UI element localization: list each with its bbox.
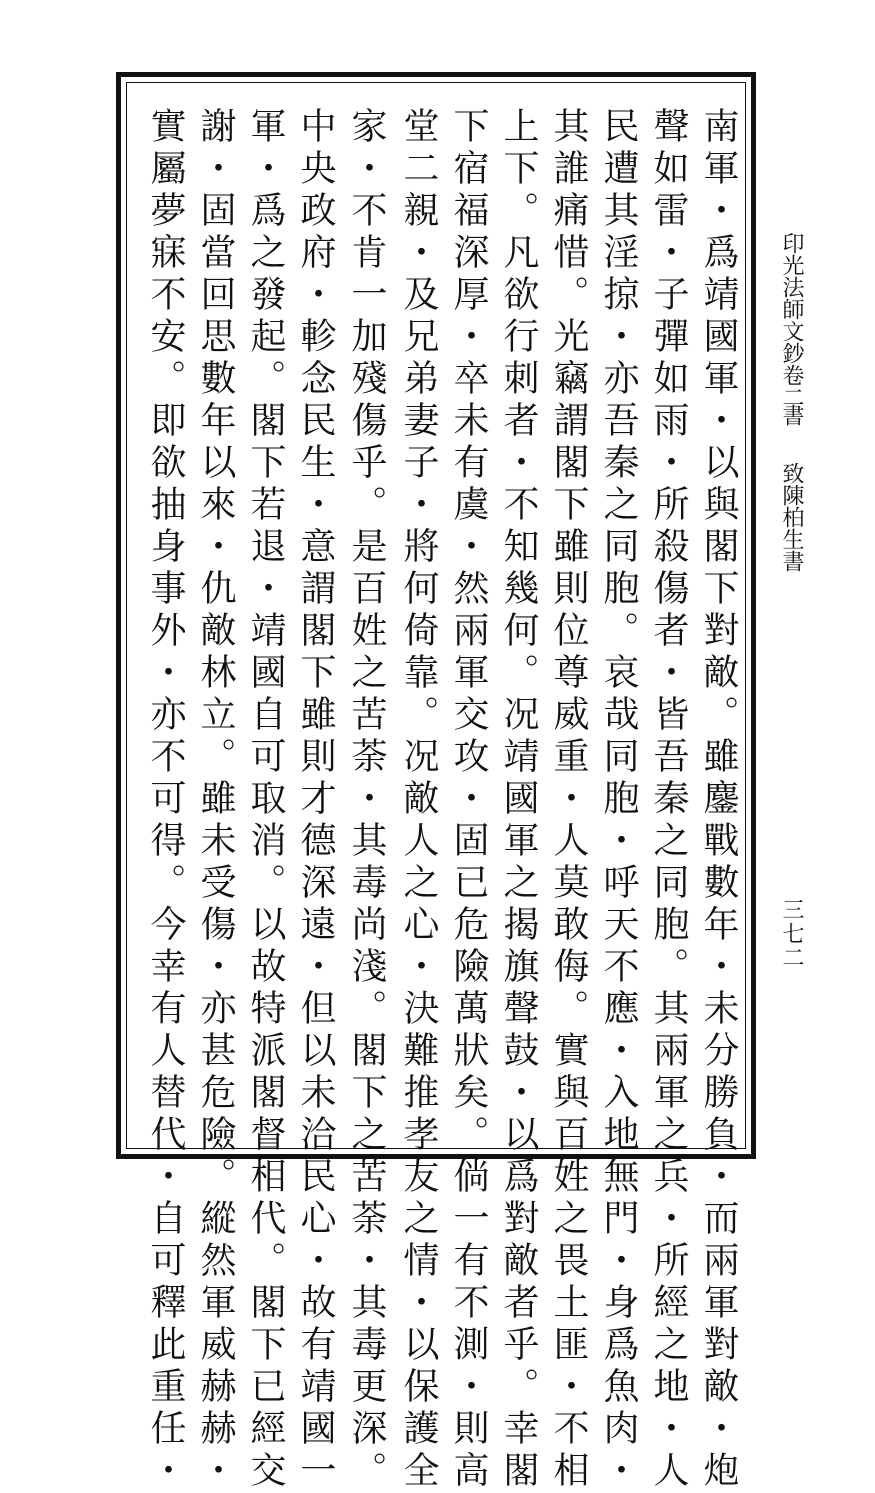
text-column-6: 下宿福深厚・卒未有虞・然兩軍交攻・固已危險萬狀矣。倘一有不測・則高 (448, 107, 489, 1493)
text-column-12: 實屬夢寐不安。即欲抽身事外・亦不可得。今幸有人替代・自可釋此重任・ (145, 107, 186, 1493)
section-label: 書 (779, 404, 804, 426)
page-number: 三七二 (779, 898, 804, 970)
text-column-8: 家・不肯一加殘傷乎。是百姓之苦荼・其毒尚淺。閣下之苦荼・其毒更深。 (346, 107, 387, 1493)
text-column-9: 中央政府・軫念民生・意謂閣下雖則才德深遠・但以未洽民心・故有靖國一 (295, 107, 336, 1493)
letter-title: 致陳柏生書 (779, 462, 804, 572)
text-column-7: 堂二親・及兄弟妻子・將何倚靠。况敵人之心・決難推孝友之情・以保護全 (398, 107, 439, 1493)
text-column-10: 軍・爲之發起。閣下若退・靖國自可取消。以故特派閣督相代。閣下已經交 (245, 107, 286, 1493)
text-column-5: 上下。凡欲行刺者・不知幾何。况靖國軍之揭旗聲鼓・以爲對敵者乎。幸閣 (498, 107, 539, 1493)
book-title: 印光法師文鈔卷二 (779, 232, 804, 408)
text-column-3: 民遭其淫掠・亦吾秦之同胞。哀哉同胞・呼天不應・入地無門・身爲魚肉・ (598, 107, 639, 1493)
text-column-4: 其誰痛惜。光竊謂閣下雖則位尊威重・人莫敢侮。實與百姓之畏土匪・不相 (548, 107, 589, 1493)
text-column-1: 南軍・爲靖國軍・以與閣下對敵。雖鏖戰數年・未分勝負・而兩軍對敵・炮 (698, 107, 739, 1493)
text-column-11: 謝・固當回思數年以來・仇敵林立。雖未受傷・亦甚危險。縱然軍威赫赫・ (195, 107, 236, 1493)
text-column-2: 聲如雷・子彈如雨・所殺傷者・皆吾秦之同胞。其兩軍之兵・所經之地・人 (648, 107, 689, 1493)
